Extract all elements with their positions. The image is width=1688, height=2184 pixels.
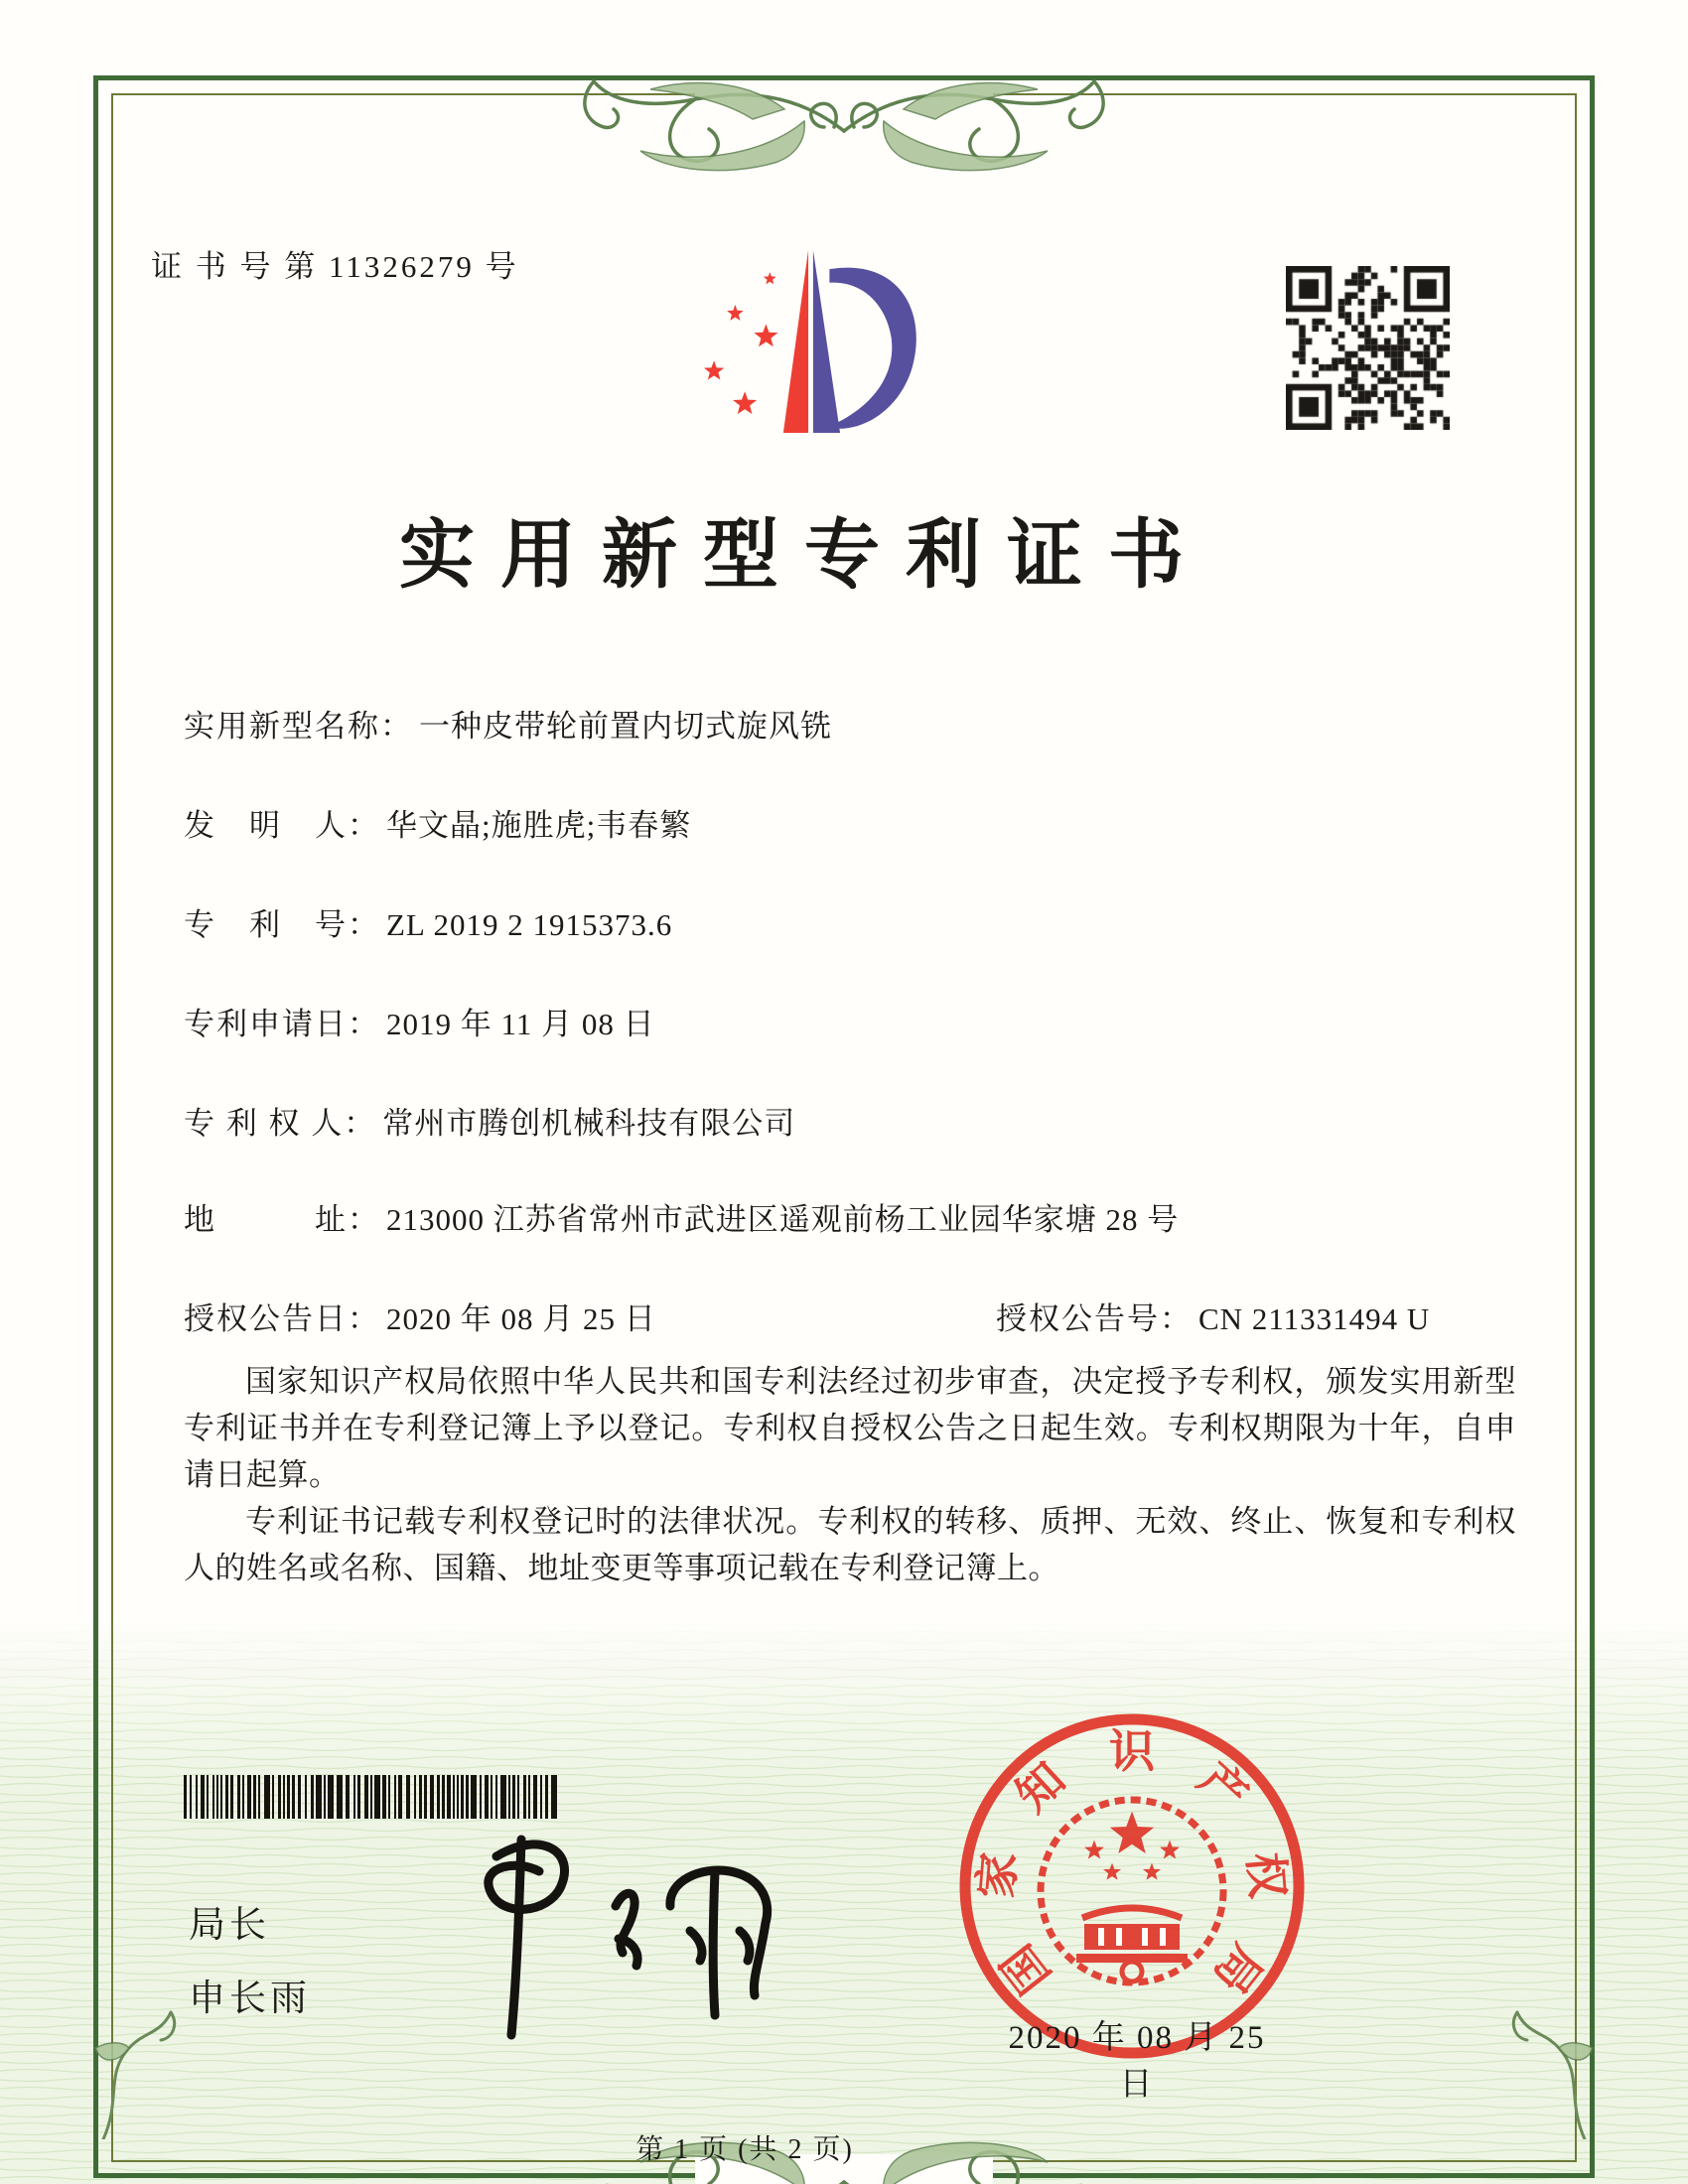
field-filing-date	[184, 999, 655, 1043]
bottom-left-corner-ornament	[91, 1990, 191, 2139]
seal-date: 2020 年 08 月 25 日	[1008, 2020, 1266, 2103]
body-text	[184, 1358, 1516, 1591]
director-signature	[402, 1812, 799, 2060]
svg-text:权: 权	[1238, 1849, 1294, 1900]
page-number: 第 1 页 (共 2 页)	[635, 2134, 854, 2165]
field-value: 常州市腾创机械科技有限公司	[382, 1106, 796, 1141]
director-name: 申长雨	[189, 1979, 311, 2019]
field-address	[184, 1194, 1179, 1239]
grant-date: 2020 年 08 月 25 日	[386, 1301, 656, 1336]
field-value: ZL 2019 2 1915373.6	[386, 907, 673, 942]
grant-number: CN 211331494 U	[1198, 1301, 1431, 1336]
svg-text:局: 局	[1203, 1935, 1273, 2003]
paragraph-1: 国家知识产权局依照中华人民共和国专利法经过初步审查，决定授予专利权，颁发实用新型专利证书并在专利登记簿上予以登记。专利权自授权公告之日起生效。专利权期限为十年，自申请日起算。	[184, 1364, 1516, 1492]
director-title: 局长	[189, 1905, 270, 1946]
top-border-ornament	[566, 69, 1122, 179]
field-utility-model-name	[184, 701, 832, 746]
svg-text:识: 识	[1109, 1726, 1155, 1777]
field-value: 2019 年 11 月 08 日	[386, 1007, 655, 1041]
field-patentee	[184, 1098, 795, 1143]
field-value: 华文晶;施胜虎;韦春繁	[386, 808, 692, 843]
grant-date-label: 授权公告日：	[184, 1301, 380, 1336]
cnipa-logo	[685, 236, 935, 439]
field-label: 专 利 号：	[184, 907, 380, 942]
svg-text:国: 国	[991, 1935, 1060, 2003]
field-label: 地 址：	[184, 1202, 380, 1237]
field-label: 发 明 人：	[184, 808, 380, 843]
field-label: 专 利 权 人：	[184, 1106, 377, 1141]
certificate-title: 实用新型专利证书	[399, 514, 1209, 598]
field-label: 专利申请日：	[184, 1007, 380, 1041]
svg-text:家: 家	[970, 1849, 1026, 1900]
qr-code	[1286, 266, 1450, 430]
svg-text:产: 产	[1189, 1753, 1258, 1822]
paragraph-2: 专利证书记载专利权登记时的法律状况。专利权的转移、质押、无效、终止、恢复和专利权人的姓名或名称、国籍、地址变更等事项记载在专利登记簿上。	[184, 1504, 1516, 1585]
field-value: 一种皮带轮前置内切式旋风铣	[419, 709, 832, 744]
field-grant-row	[184, 1294, 1431, 1338]
grant-number-label: 授权公告号：	[996, 1301, 1193, 1336]
bottom-right-corner-ornament	[1497, 1990, 1597, 2139]
field-value: 213000 江苏省常州市武进区遥观前杨工业园华家塘 28 号	[386, 1202, 1180, 1237]
field-patent-number	[184, 899, 672, 944]
certificate-number: 证 书 号 第 11326279 号	[151, 249, 519, 284]
logo-stars	[704, 272, 778, 414]
field-inventors	[184, 800, 691, 845]
national-emblem	[1041, 1800, 1223, 1982]
field-label: 实用新型名称：	[184, 709, 413, 744]
svg-text:知: 知	[1006, 1753, 1075, 1822]
